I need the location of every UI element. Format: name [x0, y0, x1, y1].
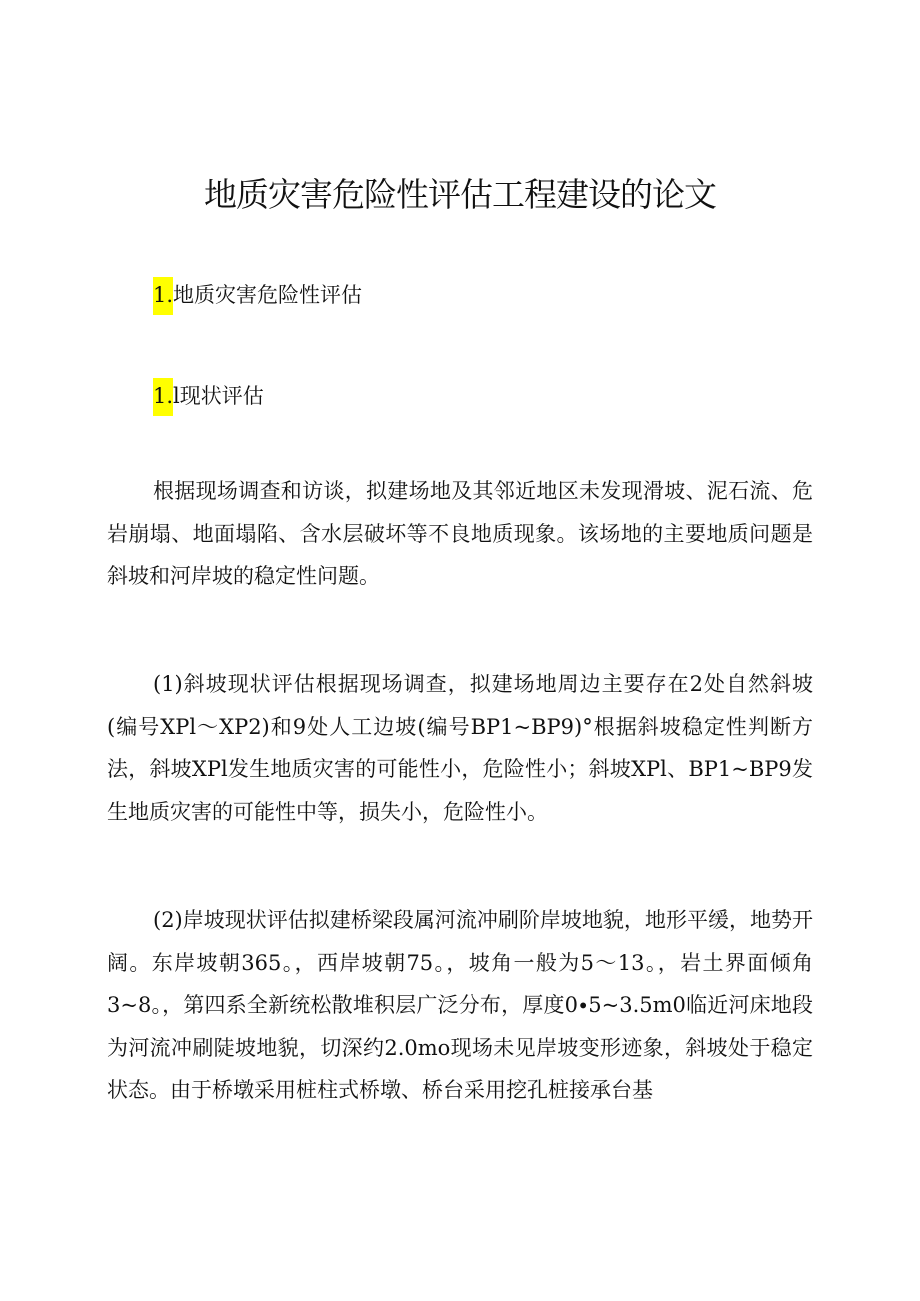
section-heading-1 [153, 278, 362, 312]
paragraph-slope-assessment: (1)斜坡现状评估根据现场调查，拟建场地周边主要存在2处自然斜坡(编号XPl～XP2)和9处人工边坡(编号BP1~BP9)°根据斜坡稳定性判断方法，斜坡XPl发生地质灾害的可能性小，危险性小；斜坡XPl、BP1~BP9发生地质灾害的可能性中等，损失小，危险性小。 [107, 672, 813, 824]
document-title: 地质灾害危险性评估工程建设的论文 [204, 175, 716, 214]
section-heading-1-1 [153, 379, 264, 413]
paragraph-bank-slope-assessment: (2)岸坡现状评估拟建桥梁段属河流冲刷阶岸坡地貌，地形平缓，地势开阔。东岸坡朝365。，西岸坡朝75。，坡角一般为5～13。，岩土界面倾角3~8。，第四系全新统松散堆积层广泛分布，厚度0∙5~3.5m0临近河床地段为河流冲刷陡坡地貌，切深约2.0mo现场未见岸坡变形迹象，斜坡处于稳定状态。由于桥墩采用桩柱式桥墩、桥台采用挖孔桩接承台基 [107, 908, 813, 1102]
highlighted-section-number: 1. [153, 378, 173, 416]
section-heading-text: l现状评估 [173, 384, 264, 408]
section-heading-text: 地质灾害危险性评估 [173, 283, 363, 307]
paragraph-site-overview: 根据现场调查和访谈，拟建场地及其邻近地区未发现滑坡、泥石流、危岩崩塌、地面塌陷、含水层破坏等不良地质现象。该场地的主要地质问题是斜坡和河岸坡的稳定性问题。 [107, 479, 813, 588]
highlighted-section-number: 1. [153, 277, 173, 315]
